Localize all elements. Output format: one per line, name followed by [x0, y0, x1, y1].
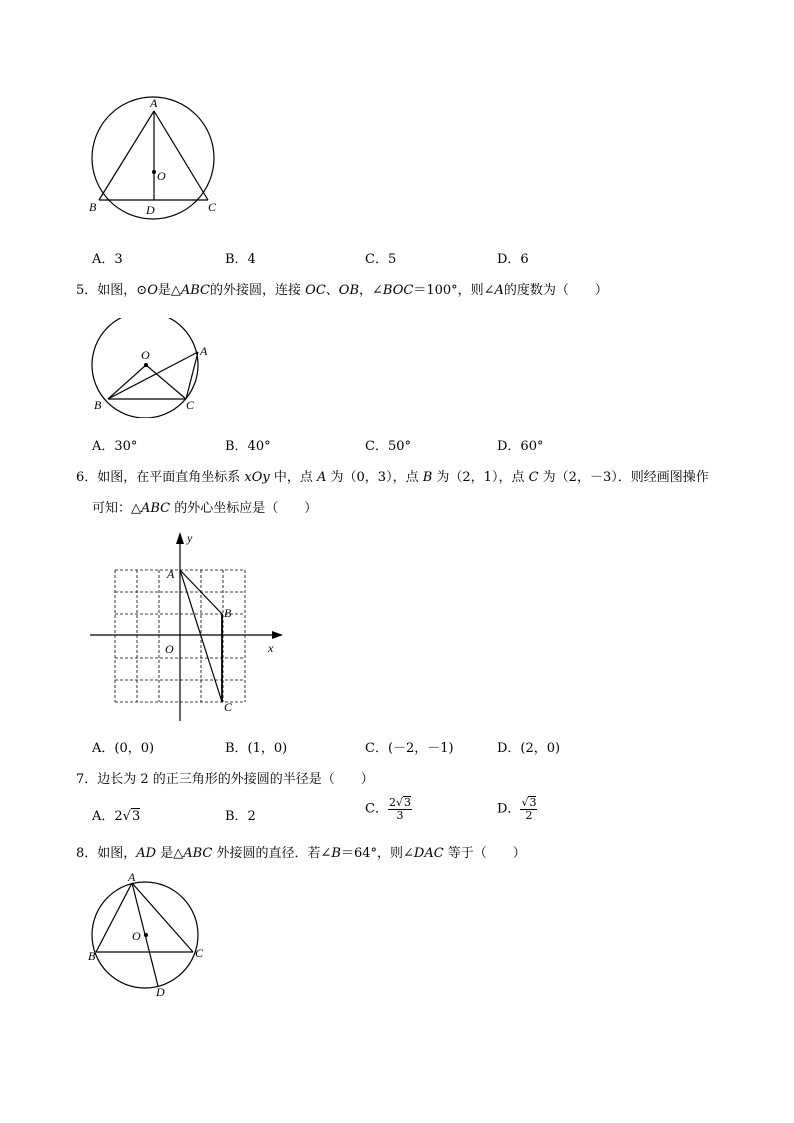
- q4-option-a: A．3: [92, 252, 123, 267]
- q5-label-o: O: [141, 348, 150, 362]
- q5-segment-oc: [146, 365, 186, 399]
- q5-option-c: C．50°: [365, 439, 411, 454]
- q6-y-arrow: [176, 532, 184, 544]
- q4-label-c: C: [208, 200, 217, 214]
- q4-circle: [92, 97, 214, 219]
- q7-option-a: A．2√3: [92, 809, 141, 824]
- q6-label-a: A: [167, 567, 175, 581]
- q6-question-line-2: 可知：△ABC 的外心坐标应是（ ）: [92, 501, 318, 516]
- q5-label-a: A: [200, 344, 208, 358]
- q8-label-b: B: [88, 949, 96, 963]
- q6-label-y: y: [187, 531, 193, 545]
- q5-center-dot: [144, 363, 148, 367]
- q8-center-dot: [144, 933, 148, 937]
- q7-option-c: C． $\frac{2√3}{3}$: [365, 796, 411, 822]
- q6-option-a: A．(0，0): [92, 741, 155, 756]
- q4-side-ab: [99, 111, 154, 200]
- q4-label-b: B: [89, 200, 97, 214]
- q5-figure: [85, 318, 225, 418]
- q4-option-d: D．6: [497, 252, 529, 267]
- q8-figure: [82, 868, 222, 1003]
- q4-label-a: A: [150, 96, 158, 110]
- q7-option-b: B．2: [225, 809, 256, 824]
- q7-option-d: D． $\frac{√3}{2}$: [497, 796, 537, 822]
- q4-side-ac: [154, 111, 208, 200]
- q4-center-dot: [152, 170, 156, 174]
- q6-option-c: C．(－2，－1): [365, 741, 454, 756]
- q6-label-x: x: [268, 641, 274, 655]
- q4-label-d: D: [146, 203, 155, 217]
- q6-option-d: D．(2，0): [497, 741, 561, 756]
- q8-label-o: O: [132, 929, 141, 943]
- q4-figure: [80, 92, 230, 222]
- q8-question-text: 8．如图，AD 是△ABC 外接圆的直径．若∠B＝64°，则∠DAC 等于（ ）: [76, 846, 526, 861]
- q6-x-arrow: [272, 631, 283, 639]
- q6-label-c: C: [224, 700, 233, 714]
- q5-circle: [92, 318, 198, 418]
- q4-option-b: B．4: [225, 252, 256, 267]
- q8-label-c: C: [195, 946, 204, 960]
- q4-option-c: C．5: [365, 252, 397, 267]
- q5-option-d: D．60°: [497, 439, 544, 454]
- q6-label-b: B: [224, 606, 232, 620]
- q8-label-a: A: [128, 870, 136, 884]
- q4-label-o: O: [157, 169, 166, 183]
- q5-label-c: C: [186, 398, 195, 412]
- q6-label-o: O: [165, 642, 174, 656]
- q6-coordinate-figure: [86, 525, 291, 725]
- q6-question-line-1: 6．如图，在平面直角坐标系 xOy 中，点 A 为（0，3），点 B 为（2，1），点 C 为（2，－3）．则经画图操作: [76, 470, 709, 485]
- q7-question-text: 7．边长为 2 的正三角形的外接圆的半径是（ ）: [76, 772, 374, 787]
- q5-side-ab: [108, 352, 198, 399]
- q8-label-d: D: [156, 985, 165, 999]
- q5-option-b: B．40°: [225, 439, 271, 454]
- q5-label-b: B: [94, 398, 102, 412]
- q5-option-a: A．30°: [92, 439, 138, 454]
- q5-question-text: 5．如图，⊙O是△ABC的外接圆，连接 OC、OB，∠BOC＝100°，则∠A的度数为（ ）: [76, 283, 608, 298]
- q6-option-b: B．(1，0): [225, 741, 288, 756]
- q5-side-ac: [186, 352, 198, 399]
- q8-side-ab: [96, 883, 132, 952]
